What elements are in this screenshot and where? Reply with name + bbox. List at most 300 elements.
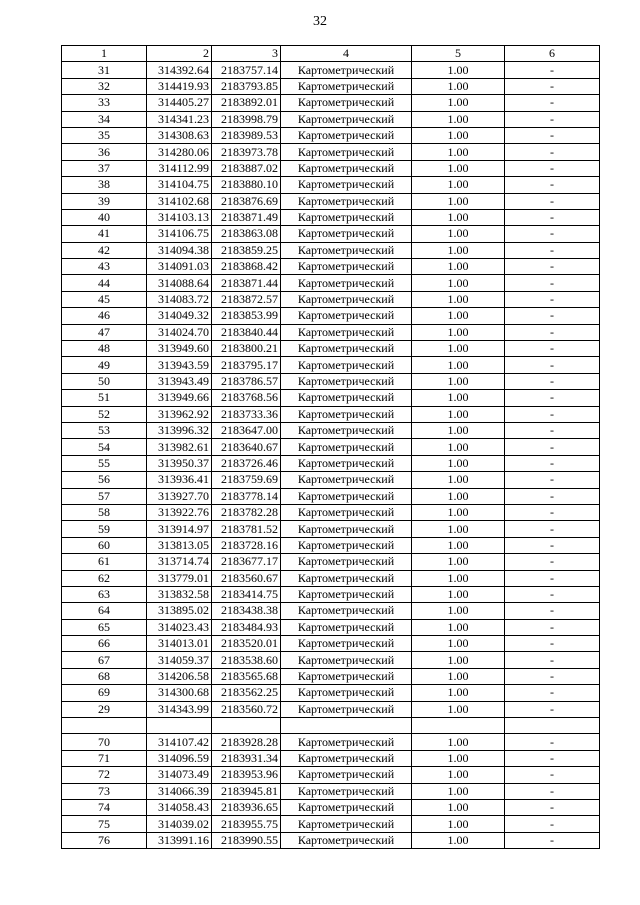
cell-method: Картометрический: [281, 750, 412, 766]
cell-x-coordinate: 314343.99: [147, 701, 212, 717]
cell-x-coordinate: 314059.37: [147, 652, 212, 668]
cell-method: Картометрический: [281, 209, 412, 225]
cell-accuracy: 1.00: [412, 78, 505, 94]
cell-y-coordinate: 2183998.79: [212, 111, 281, 127]
cell-x-coordinate: 313914.97: [147, 521, 212, 537]
table-row: [62, 275, 600, 291]
cell-x-coordinate: 313949.60: [147, 341, 212, 357]
cell-x-coordinate: 313813.05: [147, 537, 212, 553]
cell-method: Картометрический: [281, 816, 412, 832]
cell-accuracy: 1.00: [412, 504, 505, 520]
cell-accuracy: 1.00: [412, 275, 505, 291]
cell-point-number: 51: [62, 390, 147, 406]
cell-method: Картометрический: [281, 308, 412, 324]
header-row: [62, 46, 600, 62]
cell-x-coordinate: 314104.75: [147, 177, 212, 193]
cell-note: -: [505, 783, 600, 799]
cell-x-coordinate: 314419.93: [147, 78, 212, 94]
cell-y-coordinate: 2183757.14: [212, 62, 281, 78]
cell-accuracy: 1.00: [412, 570, 505, 586]
cell-method: Картометрический: [281, 504, 412, 520]
cell-x-coordinate: 313943.49: [147, 373, 212, 389]
cell-y-coordinate: 2183863.08: [212, 226, 281, 242]
cell-y-coordinate: 2183793.85: [212, 78, 281, 94]
cell-accuracy: 1.00: [412, 783, 505, 799]
cell-method: Картометрический: [281, 390, 412, 406]
cell-accuracy: 1.00: [412, 422, 505, 438]
cell-point-number: 1: [62, 46, 147, 62]
table-row: [62, 554, 600, 570]
cell-note: -: [505, 570, 600, 586]
cell-y-coordinate: 2183565.68: [212, 668, 281, 684]
cell-note: -: [505, 373, 600, 389]
cell-method: Картометрический: [281, 832, 412, 848]
cell-x-coordinate: 314058.43: [147, 799, 212, 815]
cell-x-coordinate: 313832.58: [147, 586, 212, 602]
table-row: [62, 62, 600, 78]
cell-note: -: [505, 422, 600, 438]
cell-accuracy: 1.00: [412, 619, 505, 635]
cell-note: -: [505, 816, 600, 832]
table-row: [62, 226, 600, 242]
cell-point-number: 36: [62, 144, 147, 160]
cell-accuracy: 1.00: [412, 291, 505, 307]
cell-note: -: [505, 226, 600, 242]
cell-point-number: 57: [62, 488, 147, 504]
cell-y-coordinate: 2183560.72: [212, 701, 281, 717]
cell-y-coordinate: 2183931.34: [212, 750, 281, 766]
cell-note: -: [505, 521, 600, 537]
cell-y-coordinate: 2183560.67: [212, 570, 281, 586]
cell-x-coordinate: 314106.75: [147, 226, 212, 242]
cell-note: -: [505, 586, 600, 602]
cell-y-coordinate: 2183759.69: [212, 472, 281, 488]
cell-note: -: [505, 504, 600, 520]
cell-method: Картометрический: [281, 701, 412, 717]
cell-accuracy: 1.00: [412, 439, 505, 455]
cell-x-coordinate: 314083.72: [147, 291, 212, 307]
cell-accuracy: 1.00: [412, 95, 505, 111]
cell-x-coordinate: 313779.01: [147, 570, 212, 586]
cell-y-coordinate: 2183990.55: [212, 832, 281, 848]
cell-point-number: 72: [62, 767, 147, 783]
cell-note: -: [505, 767, 600, 783]
cell-y-coordinate: 2183781.52: [212, 521, 281, 537]
cell-x-coordinate: 313922.76: [147, 504, 212, 520]
cell-method: Картометрический: [281, 275, 412, 291]
cell-accuracy: 1.00: [412, 554, 505, 570]
cell-point-number: 75: [62, 816, 147, 832]
cell-y-coordinate: 2183414.75: [212, 586, 281, 602]
cell-method: 4: [281, 46, 412, 62]
cell-method: Картометрический: [281, 259, 412, 275]
cell-y-coordinate: 2183520.01: [212, 636, 281, 652]
table-row: [62, 439, 600, 455]
cell-point-number: 41: [62, 226, 147, 242]
cell-note: -: [505, 636, 600, 652]
cell-accuracy: 1.00: [412, 144, 505, 160]
cell-note: -: [505, 308, 600, 324]
cell-point-number: 31: [62, 62, 147, 78]
table-row: [62, 373, 600, 389]
cell-y-coordinate: 2183859.25: [212, 242, 281, 258]
cell-x-coordinate: 313949.66: [147, 390, 212, 406]
cell-y-coordinate: 2183733.36: [212, 406, 281, 422]
cell-point-number: 29: [62, 701, 147, 717]
cell-point-number: 42: [62, 242, 147, 258]
cell-note: -: [505, 701, 600, 717]
cell-point-number: 33: [62, 95, 147, 111]
cell-x-coordinate: 314039.02: [147, 816, 212, 832]
table-row: [62, 816, 600, 832]
cell-method: Картометрический: [281, 193, 412, 209]
cell-x-coordinate: 314300.68: [147, 685, 212, 701]
cell-accuracy: 1.00: [412, 685, 505, 701]
cell-x-coordinate: 313950.37: [147, 455, 212, 471]
cell-point-number: 76: [62, 832, 147, 848]
table-row: [62, 783, 600, 799]
cell-x-coordinate: 313895.02: [147, 603, 212, 619]
cell-x-coordinate: 314112.99: [147, 160, 212, 176]
table-row: [62, 750, 600, 766]
cell-point-number: 37: [62, 160, 147, 176]
table-row: [62, 521, 600, 537]
empty-cell: [505, 718, 600, 734]
cell-point-number: 50: [62, 373, 147, 389]
cell-y-coordinate: 3: [212, 46, 281, 62]
table-row: [62, 78, 600, 94]
cell-x-coordinate: 314107.42: [147, 734, 212, 750]
table-row: [62, 586, 600, 602]
table-row: [62, 472, 600, 488]
table-row: [62, 242, 600, 258]
cell-note: -: [505, 488, 600, 504]
cell-note: -: [505, 160, 600, 176]
cell-point-number: 74: [62, 799, 147, 815]
table-row: [62, 734, 600, 750]
cell-point-number: 64: [62, 603, 147, 619]
table-row: [62, 603, 600, 619]
cell-y-coordinate: 2183768.56: [212, 390, 281, 406]
cell-note: -: [505, 685, 600, 701]
cell-x-coordinate: 314103.13: [147, 209, 212, 225]
cell-y-coordinate: 2183438.38: [212, 603, 281, 619]
cell-method: Картометрический: [281, 177, 412, 193]
cell-accuracy: 1.00: [412, 308, 505, 324]
cell-note: -: [505, 291, 600, 307]
cell-y-coordinate: 2183955.75: [212, 816, 281, 832]
cell-accuracy: 1.00: [412, 816, 505, 832]
table-row: [62, 193, 600, 209]
cell-note: -: [505, 177, 600, 193]
cell-note: -: [505, 357, 600, 373]
cell-accuracy: 1.00: [412, 455, 505, 471]
cell-method: Картометрический: [281, 455, 412, 471]
cell-method: Картометрический: [281, 111, 412, 127]
cell-point-number: 52: [62, 406, 147, 422]
cell-point-number: 68: [62, 668, 147, 684]
cell-accuracy: 1.00: [412, 62, 505, 78]
cell-method: Картометрический: [281, 521, 412, 537]
table-row: [62, 209, 600, 225]
cell-note: -: [505, 324, 600, 340]
cell-x-coordinate: 313936.41: [147, 472, 212, 488]
cell-point-number: 60: [62, 537, 147, 553]
table-row: [62, 406, 600, 422]
cell-accuracy: 1.00: [412, 406, 505, 422]
cell-method: Картометрический: [281, 341, 412, 357]
cell-accuracy: 1.00: [412, 799, 505, 815]
cell-note: -: [505, 62, 600, 78]
cell-y-coordinate: 2183795.17: [212, 357, 281, 373]
cell-note: -: [505, 406, 600, 422]
cell-point-number: 58: [62, 504, 147, 520]
cell-note: -: [505, 193, 600, 209]
cell-accuracy: 1.00: [412, 390, 505, 406]
cell-accuracy: 1.00: [412, 160, 505, 176]
table-row: [62, 636, 600, 652]
cell-point-number: 35: [62, 127, 147, 143]
table-row: [62, 685, 600, 701]
cell-note: -: [505, 750, 600, 766]
cell-method: Картометрический: [281, 291, 412, 307]
cell-accuracy: 1.00: [412, 586, 505, 602]
table-row: [62, 111, 600, 127]
cell-note: -: [505, 275, 600, 291]
table-row: [62, 668, 600, 684]
table-row: [62, 390, 600, 406]
cell-y-coordinate: 2183871.49: [212, 209, 281, 225]
cell-note: -: [505, 554, 600, 570]
cell-accuracy: 1.00: [412, 521, 505, 537]
cell-y-coordinate: 2183726.46: [212, 455, 281, 471]
cell-x-coordinate: 314102.68: [147, 193, 212, 209]
coordinates-table-body: [62, 46, 600, 849]
cell-method: Картометрический: [281, 472, 412, 488]
cell-method: Картометрический: [281, 242, 412, 258]
cell-method: Картометрический: [281, 619, 412, 635]
cell-accuracy: 1.00: [412, 373, 505, 389]
cell-note: -: [505, 111, 600, 127]
empty-cell: [147, 718, 212, 734]
table-row: [62, 799, 600, 815]
cell-method: Картометрический: [281, 324, 412, 340]
cell-y-coordinate: 2183876.69: [212, 193, 281, 209]
cell-y-coordinate: 2183484.93: [212, 619, 281, 635]
cell-y-coordinate: 2183562.25: [212, 685, 281, 701]
cell-point-number: 59: [62, 521, 147, 537]
cell-method: Картометрический: [281, 586, 412, 602]
cell-method: Картометрический: [281, 767, 412, 783]
cell-method: Картометрический: [281, 439, 412, 455]
cell-y-coordinate: 2183989.53: [212, 127, 281, 143]
cell-method: Картометрический: [281, 95, 412, 111]
cell-point-number: 70: [62, 734, 147, 750]
cell-note: -: [505, 603, 600, 619]
cell-y-coordinate: 2183871.44: [212, 275, 281, 291]
cell-x-coordinate: 2: [147, 46, 212, 62]
cell-method: Картометрический: [281, 226, 412, 242]
cell-x-coordinate: 314023.43: [147, 619, 212, 635]
table-row: [62, 422, 600, 438]
cell-point-number: 46: [62, 308, 147, 324]
cell-point-number: 71: [62, 750, 147, 766]
table-row: [62, 95, 600, 111]
cell-point-number: 66: [62, 636, 147, 652]
cell-y-coordinate: 2183677.17: [212, 554, 281, 570]
cell-note: -: [505, 668, 600, 684]
cell-point-number: 44: [62, 275, 147, 291]
cell-method: Картометрический: [281, 734, 412, 750]
cell-y-coordinate: 2183840.44: [212, 324, 281, 340]
cell-accuracy: 1.00: [412, 701, 505, 717]
cell-y-coordinate: 2183782.28: [212, 504, 281, 520]
table-row: [62, 488, 600, 504]
table-row: [62, 357, 600, 373]
cell-method: Картометрический: [281, 685, 412, 701]
cell-x-coordinate: 314308.63: [147, 127, 212, 143]
cell-x-coordinate: 314049.32: [147, 308, 212, 324]
cell-y-coordinate: 2183936.65: [212, 799, 281, 815]
cell-note: -: [505, 144, 600, 160]
cell-y-coordinate: 2183868.42: [212, 259, 281, 275]
cell-y-coordinate: 2183880.10: [212, 177, 281, 193]
cell-accuracy: 1.00: [412, 357, 505, 373]
cell-method: Картометрический: [281, 783, 412, 799]
cell-method: Картометрический: [281, 799, 412, 815]
cell-method: Картометрический: [281, 373, 412, 389]
table-row: [62, 537, 600, 553]
cell-note: -: [505, 95, 600, 111]
cell-point-number: 67: [62, 652, 147, 668]
cell-y-coordinate: 2183872.57: [212, 291, 281, 307]
cell-point-number: 45: [62, 291, 147, 307]
cell-accuracy: 1.00: [412, 767, 505, 783]
cell-y-coordinate: 2183887.02: [212, 160, 281, 176]
cell-note: -: [505, 209, 600, 225]
cell-y-coordinate: 2183928.28: [212, 734, 281, 750]
cell-x-coordinate: 314341.23: [147, 111, 212, 127]
cell-point-number: 49: [62, 357, 147, 373]
empty-cell: [412, 718, 505, 734]
cell-point-number: 63: [62, 586, 147, 602]
cell-method: Картометрический: [281, 406, 412, 422]
cell-method: Картометрический: [281, 144, 412, 160]
cell-point-number: 34: [62, 111, 147, 127]
cell-note: -: [505, 439, 600, 455]
cell-accuracy: 1.00: [412, 193, 505, 209]
cell-accuracy: 1.00: [412, 603, 505, 619]
table-row: [62, 127, 600, 143]
empty-cell: [212, 718, 281, 734]
cell-accuracy: 1.00: [412, 652, 505, 668]
table-row: [62, 291, 600, 307]
cell-x-coordinate: 314206.58: [147, 668, 212, 684]
cell-x-coordinate: 314088.64: [147, 275, 212, 291]
cell-x-coordinate: 314405.27: [147, 95, 212, 111]
cell-method: Картометрический: [281, 357, 412, 373]
cell-y-coordinate: 2183853.99: [212, 308, 281, 324]
cell-y-coordinate: 2183647.00: [212, 422, 281, 438]
cell-accuracy: 1.00: [412, 832, 505, 848]
cell-x-coordinate: 314024.70: [147, 324, 212, 340]
table-row: [62, 701, 600, 717]
cell-method: Картометрический: [281, 636, 412, 652]
cell-x-coordinate: 314094.38: [147, 242, 212, 258]
table-row: [62, 832, 600, 848]
cell-note: -: [505, 242, 600, 258]
cell-point-number: 61: [62, 554, 147, 570]
cell-note: -: [505, 341, 600, 357]
cell-x-coordinate: 313991.16: [147, 832, 212, 848]
table-row: [62, 652, 600, 668]
cell-method: Картометрический: [281, 78, 412, 94]
cell-note: -: [505, 127, 600, 143]
cell-note: -: [505, 734, 600, 750]
cell-point-number: 53: [62, 422, 147, 438]
cell-accuracy: 1.00: [412, 636, 505, 652]
cell-accuracy: 1.00: [412, 324, 505, 340]
cell-y-coordinate: 2183786.57: [212, 373, 281, 389]
cell-accuracy: 1.00: [412, 734, 505, 750]
table-row: [62, 308, 600, 324]
cell-y-coordinate: 2183538.60: [212, 652, 281, 668]
cell-point-number: 73: [62, 783, 147, 799]
cell-note: -: [505, 472, 600, 488]
coordinates-table: [61, 45, 600, 849]
cell-point-number: 54: [62, 439, 147, 455]
cell-y-coordinate: 2183728.16: [212, 537, 281, 553]
cell-point-number: 38: [62, 177, 147, 193]
cell-method: Картометрический: [281, 62, 412, 78]
cell-x-coordinate: 313996.32: [147, 422, 212, 438]
cell-x-coordinate: 313943.59: [147, 357, 212, 373]
cell-method: Картометрический: [281, 422, 412, 438]
cell-note: -: [505, 832, 600, 848]
table-row: [62, 160, 600, 176]
cell-note: -: [505, 537, 600, 553]
cell-accuracy: 1.00: [412, 750, 505, 766]
cell-note: 6: [505, 46, 600, 62]
table-row: [62, 619, 600, 635]
cell-point-number: 69: [62, 685, 147, 701]
cell-y-coordinate: 2183800.21: [212, 341, 281, 357]
cell-note: -: [505, 799, 600, 815]
cell-x-coordinate: 314066.39: [147, 783, 212, 799]
cell-accuracy: 1.00: [412, 209, 505, 225]
cell-method: Картометрический: [281, 488, 412, 504]
cell-point-number: 40: [62, 209, 147, 225]
table-row: [62, 177, 600, 193]
table-row: [62, 341, 600, 357]
cell-accuracy: 1.00: [412, 537, 505, 553]
cell-accuracy: 1.00: [412, 226, 505, 242]
cell-x-coordinate: 314091.03: [147, 259, 212, 275]
cell-accuracy: 1.00: [412, 472, 505, 488]
cell-x-coordinate: 313982.61: [147, 439, 212, 455]
table-row: [62, 144, 600, 160]
cell-accuracy: 1.00: [412, 177, 505, 193]
cell-point-number: 39: [62, 193, 147, 209]
cell-note: -: [505, 78, 600, 94]
cell-y-coordinate: 2183892.01: [212, 95, 281, 111]
cell-method: Картометрический: [281, 160, 412, 176]
table-row: [62, 767, 600, 783]
cell-accuracy: 1.00: [412, 488, 505, 504]
cell-point-number: 65: [62, 619, 147, 635]
cell-x-coordinate: 314013.01: [147, 636, 212, 652]
cell-accuracy: 1.00: [412, 127, 505, 143]
